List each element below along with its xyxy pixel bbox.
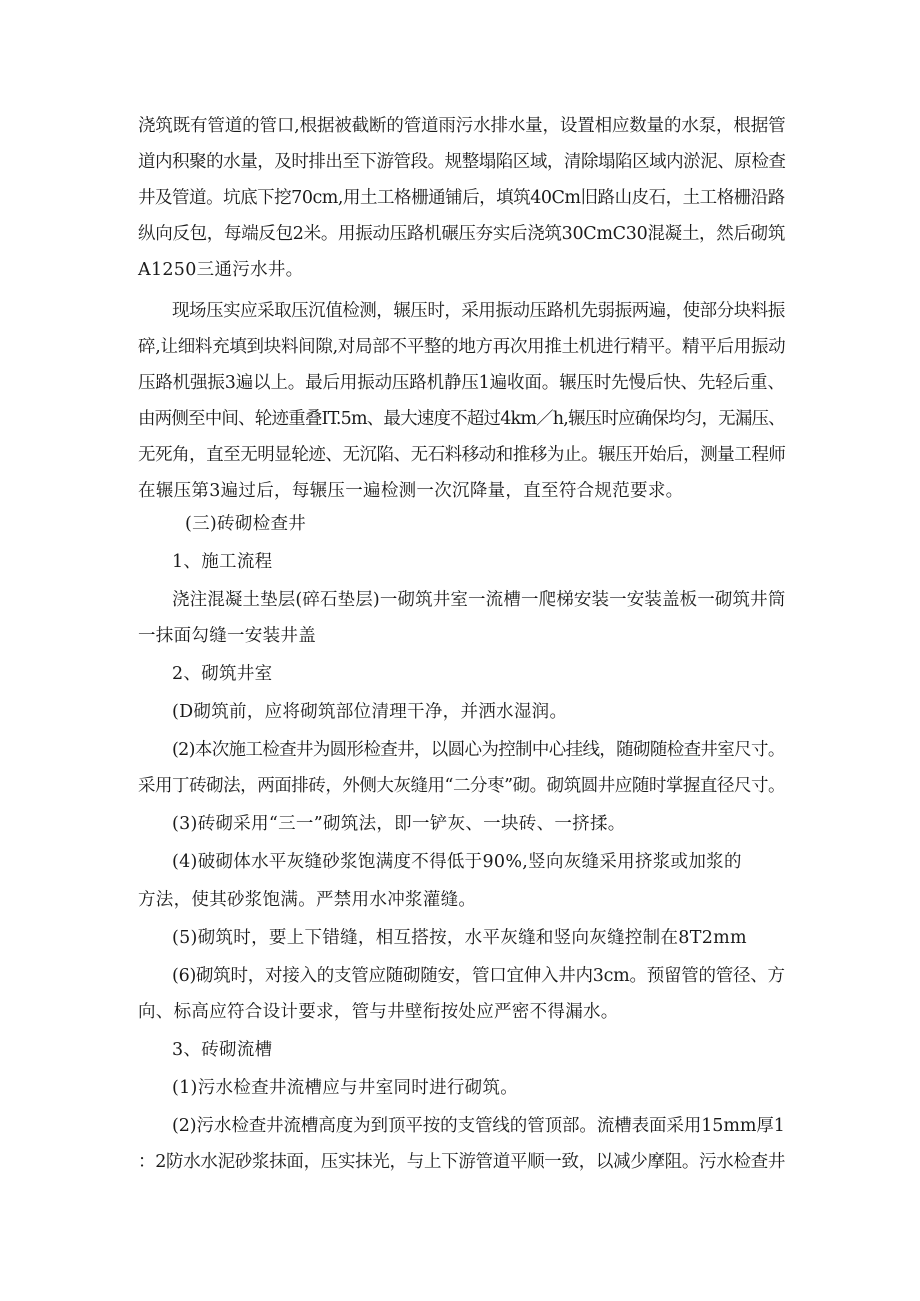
paragraph-line: 碎,让细料充填到块料间隙,对局部不平整的地方再次用推土机进行精平。精平后用振动: [138, 337, 786, 357]
subsection-heading: 3、砖砌流槽: [172, 1040, 273, 1060]
list-item: (1)污水检查井流槽应与井室同时进行砌筑。: [172, 1078, 519, 1098]
list-item: (5)砌筑时，要上下错缝，相互搭按，水平灰缝和竖向灰缝控制在8T2mm: [172, 928, 747, 948]
paragraph-line: 无死角，直至无明显轮迹、无沉陷、无石料移动和推移为止。辗压开始后，测量工程师: [138, 445, 786, 465]
list-item: (4)破砌体水平灰缝砂浆饱满度不得低于90%,竖向灰缝采用挤浆或加浆的: [172, 852, 742, 872]
list-item: (D砌筑前，应将砌筑部位清理干净，并洒水湿润。: [172, 702, 568, 722]
paragraph-line: 井及管道。坑底下挖70cm,用土工格栅通铺后，填筑40Cm旧路山皮石，土工格栅沿路: [138, 188, 785, 208]
list-item: (6)砌筑时，对接入的支管应随砌随安，管口宜伸入井内3cm。预留管的管径、方: [172, 966, 785, 986]
paragraph-line: 采用丁砖砌法，两面排砖，外侧大灰缝用“二分枣”砌。砌筑圆井应随时掌握直径尺寸。: [138, 776, 786, 796]
list-item: (2)本次施工检查井为圆形检查井，以圆心为控制中心挂线，随砌随检查井室尺寸。: [172, 740, 785, 760]
paragraph-line: 浇筑既有管道的管口,根据被截断的管道雨污水排水量，设置相应数量的水泵，根据管: [138, 116, 786, 136]
section-heading: (三)砖砌检查井: [185, 514, 307, 534]
list-item: (3)砖砌采用“三一”砌筑法，即一铲灰、一块砖、一挤揉。: [172, 814, 626, 834]
paragraph-line: 现场压实应采取压沉值检测，辗压时，采用振动压路机先弱振两遍，使部分块料振: [172, 301, 785, 321]
paragraph-line: A1250三通污水井。: [138, 260, 304, 280]
paragraph-line: 压路机强振3遍以上。最后用振动压路机静压1遍收面。辗压时先慢后快、先轻后重、: [138, 373, 785, 393]
subsection-heading: 2、砌筑井室: [172, 664, 273, 684]
paragraph-line: 道内积聚的水量，及时排出至下游管段。规整塌陷区域，清除塌陷区域内淤泥、原检查: [138, 152, 786, 172]
subsection-heading: 1、施工流程: [172, 552, 273, 572]
paragraph-line: ：2防水水泥砂浆抹面，压实抹光，与上下游管道平顺一致，以减少摩阻。污水检查井: [138, 1152, 786, 1172]
list-item: (2)污水检查井流槽高度为到顶平按的支管线的管顶部。流槽表面采用15mm厚1: [172, 1116, 785, 1136]
paragraph-line: 浇注混凝土垫层(碎石垫层)一砌筑井室一流槽一爬梯安装一安装盖板一砌筑井筒: [172, 590, 786, 610]
paragraph-line: 由两侧至中间、轮迹重叠IT.5m、最大速度不超过4km／h,辗压时应确保均匀，无漏压、: [138, 409, 785, 429]
paragraph-line: 向、标高应符合设计要求，管与井壁衔按处应严密不得漏水。: [138, 1002, 619, 1022]
paragraph-line: 在辗压第3遍过后，每辗压一遍检测一次沉降量，直至符合规范要求。: [138, 481, 684, 501]
paragraph-line: 一抹面勾缝一安装井盖: [138, 626, 316, 646]
paragraph-line: 方法，使其砂浆饱满。严禁用水冲浆灌缝。: [138, 890, 477, 910]
paragraph-line: 纵向反包，每端反包2米。用振动压路机碾压夯实后浇筑30CmC30混凝土，然后砌筑: [138, 224, 786, 244]
